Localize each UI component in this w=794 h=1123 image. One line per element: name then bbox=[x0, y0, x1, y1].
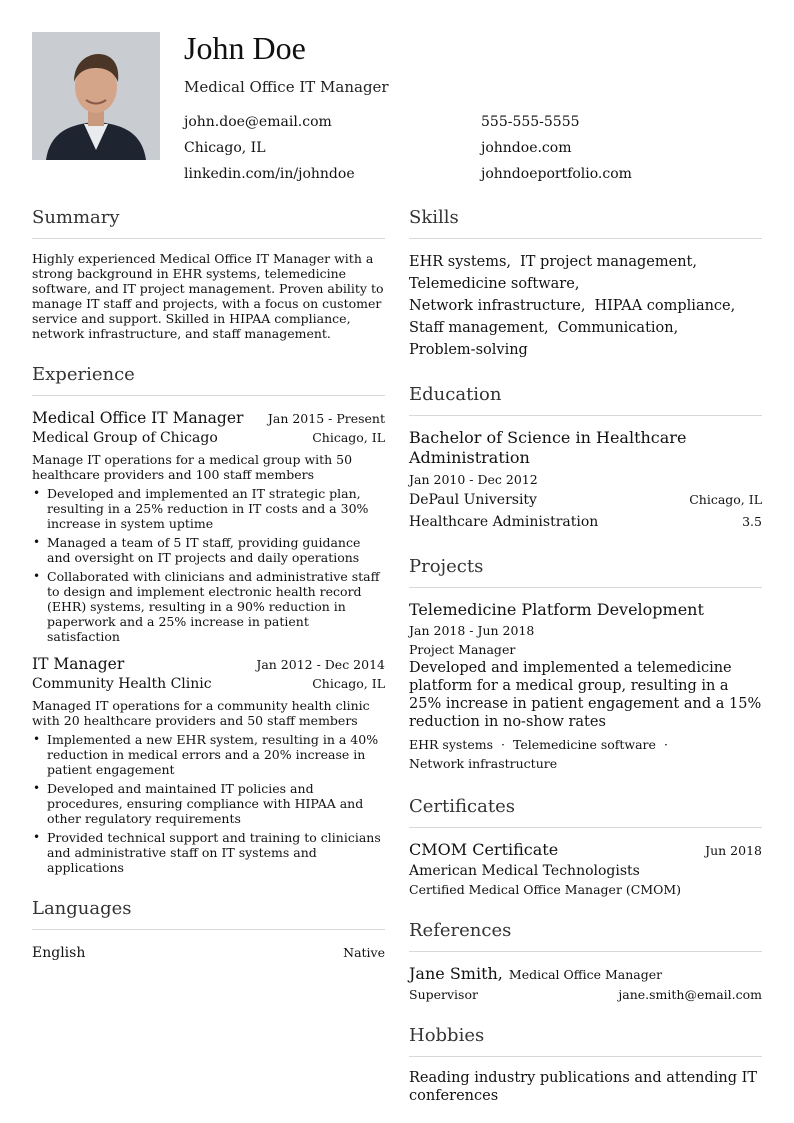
references-section bbox=[409, 919, 762, 1002]
right-column bbox=[409, 206, 762, 1123]
section-title: Certificates bbox=[409, 795, 762, 828]
left-column bbox=[32, 206, 385, 986]
project-description: Developed and implemented a telemedicine platform for a medical group, resulting in a 25% increase in patient engagement and a 15% reduction in no-show rates bbox=[409, 660, 762, 730]
experience-section bbox=[32, 363, 385, 875]
skill-item: Staff management, bbox=[409, 320, 549, 336]
degree: Bachelor of Science in Healthcare Administration bbox=[409, 428, 687, 467]
school-name: DePaul University bbox=[409, 492, 537, 508]
summary-section bbox=[32, 206, 385, 341]
summary-text: Highly experienced Medical Office IT Manager with a strong background in EHR systems, telemedicine software, and IT project management. Proven ability to manage IT staff and projects, with a focus on customer service and support. Skilled in HIPAA compliance, network infrastructure, and staff management. bbox=[32, 251, 384, 341]
job-description: Manage IT operations for a medical group with 50 healthcare providers and 100 staff members bbox=[32, 452, 353, 482]
website-link[interactable]: johndoe.com bbox=[481, 140, 572, 156]
skill-item: Network infrastructure, bbox=[409, 298, 586, 314]
job-location: Chicago, IL bbox=[312, 676, 385, 691]
certificate-issuer: American Medical Technologists bbox=[409, 863, 640, 879]
job-role: IT Manager bbox=[32, 655, 125, 673]
bullet-item: • Developed and implemented an IT strategic plan, resulting in a 25% reduction in IT costs and a 30% increase in system uptime bbox=[32, 486, 385, 531]
skills-list bbox=[409, 251, 762, 361]
languages-section bbox=[32, 897, 385, 964]
skill-item: Problem-solving bbox=[409, 342, 528, 358]
job-bullets bbox=[32, 732, 385, 875]
job-location: Chicago, IL bbox=[312, 430, 385, 445]
language-name: English bbox=[32, 945, 86, 961]
language-level: Native bbox=[343, 945, 385, 960]
section-title: References bbox=[409, 919, 762, 952]
project-role: Project Manager bbox=[409, 642, 516, 657]
bullet-item: • Managed a team of 5 IT staff, providing guidance and oversight on IT projects and daily operations bbox=[32, 535, 385, 565]
skill-item: EHR systems, bbox=[409, 254, 512, 270]
section-title: Experience bbox=[32, 363, 385, 396]
job-dates: Jan 2012 - Dec 2014 bbox=[256, 657, 385, 672]
skills-section bbox=[409, 206, 762, 361]
certificate-full-name: Certified Medical Office Manager (CMOM) bbox=[409, 882, 682, 897]
email-link[interactable]: john.doe@email.com bbox=[184, 114, 332, 130]
job-description: Managed IT operations for a community health clinic with 20 healthcare providers and 50 staff members bbox=[32, 698, 370, 728]
reference-position: Medical Office Manager bbox=[508, 967, 663, 982]
section-title: Projects bbox=[409, 555, 762, 588]
project-dates: Jan 2018 - Jun 2018 bbox=[409, 623, 535, 638]
job-bullets bbox=[32, 486, 385, 644]
job-entry bbox=[32, 654, 385, 875]
section-title: Summary bbox=[32, 206, 385, 239]
section-title: Education bbox=[409, 383, 762, 416]
certificates-section bbox=[409, 795, 762, 897]
bullet-item: • Provided technical support and training to clinicians and administrative staff on IT systems and applications bbox=[32, 830, 385, 875]
project-tags: EHR systems · Telemedicine software · Network infrastructure bbox=[409, 737, 668, 771]
bullet-item: • Collaborated with clinicians and administrative staff to design and implement electronic health record (EHR) systems, resulting in a 90% reduction in paperwork and a 25% increase in patient satisfaction bbox=[32, 569, 385, 644]
job-entry bbox=[32, 408, 385, 644]
bullet-item: • Developed and maintained IT policies and procedures, ensuring compliance with HIPAA and other regulatory requirements bbox=[32, 781, 385, 826]
gpa: 3.5 bbox=[742, 514, 762, 529]
education-section bbox=[409, 383, 762, 533]
section-title: Hobbies bbox=[409, 1024, 762, 1057]
reference-email[interactable]: jane.smith@email.com bbox=[618, 987, 762, 1002]
candidate-name: John Doe bbox=[184, 30, 306, 66]
field-of-study: Healthcare Administration bbox=[409, 514, 599, 530]
location: Chicago, IL bbox=[184, 140, 266, 156]
job-company: Community Health Clinic bbox=[32, 676, 212, 692]
skill-item: IT project management, bbox=[520, 254, 697, 270]
tag-item: Network infrastructure bbox=[409, 756, 558, 771]
skill-item: Communication, bbox=[557, 320, 679, 336]
profile-photo bbox=[32, 32, 160, 160]
education-dates: Jan 2010 - Dec 2012 bbox=[409, 472, 538, 487]
job-role: Medical Office IT Manager bbox=[32, 409, 244, 427]
tag-item: Telemedicine software bbox=[512, 737, 656, 752]
certificate-date: Jun 2018 bbox=[705, 843, 762, 858]
section-title: Languages bbox=[32, 897, 385, 930]
projects-section bbox=[409, 555, 762, 773]
contact-info bbox=[184, 114, 654, 183]
certificate-name: CMOM Certificate bbox=[409, 840, 559, 859]
reference-name: Jane Smith, bbox=[409, 964, 503, 983]
project-name: Telemedicine Platform Development bbox=[409, 600, 704, 619]
skill-item: Telemedicine software, bbox=[409, 276, 580, 292]
linkedin-link[interactable]: linkedin.com/in/johndoe bbox=[184, 166, 355, 182]
portfolio-link[interactable]: johndoeportfolio.com bbox=[481, 166, 632, 182]
skill-item: HIPAA compliance, bbox=[594, 298, 736, 314]
phone-number[interactable]: 555-555-5555 bbox=[481, 114, 580, 130]
school-location: Chicago, IL bbox=[689, 492, 762, 507]
job-dates: Jan 2015 - Present bbox=[267, 411, 385, 426]
reference-relation: Supervisor bbox=[409, 987, 478, 1002]
job-company: Medical Group of Chicago bbox=[32, 430, 218, 446]
hobbies-section bbox=[409, 1024, 762, 1105]
candidate-title: Medical Office IT Manager bbox=[184, 78, 389, 96]
hobbies-text: Reading industry publications and attending IT conferences bbox=[409, 1070, 758, 1104]
section-title: Skills bbox=[409, 206, 762, 239]
person-portrait-icon bbox=[32, 32, 160, 160]
tag-item: EHR systems bbox=[409, 737, 493, 752]
bullet-item: • Implemented a new EHR system, resulting in a 40% reduction in medical errors and a 20% increase in patient engagement bbox=[32, 732, 385, 777]
